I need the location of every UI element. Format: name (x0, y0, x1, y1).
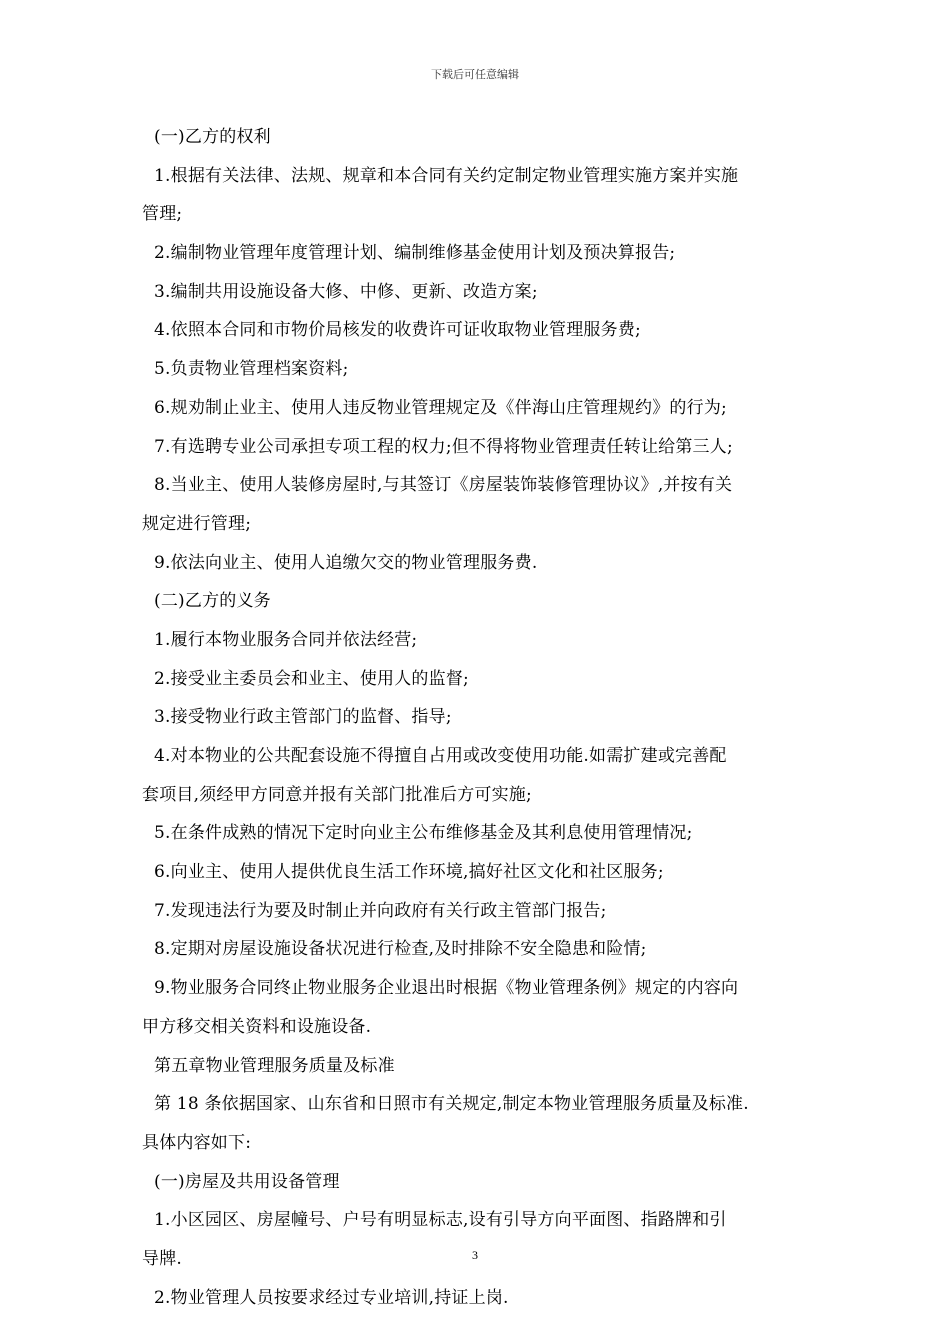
text-line: 7.有选聘专业公司承担专项工程的权力;但不得将物业管理责任转让给第三人; (154, 436, 733, 457)
text-line: 5.负责物业管理档案资料; (154, 359, 349, 380)
text-line: 规定进行管理; (142, 513, 252, 534)
text-line: 6.向业主、使用人提供优良生活工作环境,搞好社区文化和社区服务; (154, 862, 664, 883)
text-line: 8.定期对房屋设施设备状况进行检查,及时排除不安全隐患和险情; (154, 939, 647, 960)
text-line: 8.当业主、使用人装修房屋时,与其签订《房屋装饰装修管理协议》,并按有关 (154, 475, 733, 496)
text-line: (一)房屋及共用设备管理 (154, 1171, 340, 1192)
text-line: (一)乙方的权利 (154, 127, 271, 147)
text-line: 5.在条件成熟的情况下定时向业主公布维修基金及其利息使用管理情况; (154, 823, 693, 844)
text-line: 第五章物业管理服务质量及标准 (154, 1055, 395, 1076)
text-line: 3.接受物业行政主管部门的监督、指导; (154, 707, 452, 728)
text-line: 导牌. (142, 1248, 183, 1269)
text-line: 第 18 条依据国家、山东省和日照市有关规定,制定本物业管理服务质量及标准. (154, 1094, 749, 1115)
text-line: 管理; (142, 204, 183, 225)
document-body (142, 118, 812, 1317)
text-line: 4.依照本合同和市物价局核发的收费许可证收取物业管理服务费; (154, 320, 641, 341)
text-line: 1.根据有关法律、法规、规章和本合同有关约定制定物业管理实施方案并实施 (154, 165, 739, 186)
text-line: 2.编制物业管理年度管理计划、编制维修基金使用计划及预决算报告; (154, 243, 676, 264)
text-line: 套项目,须经甲方同意并报有关部门批准后方可实施; (142, 784, 532, 805)
text-line: 2.物业管理人员按要求经过专业培训,持证上岗. (154, 1287, 509, 1308)
page-number: 3 (472, 1248, 478, 1262)
text-line: 甲方移交相关资料和设施设备. (142, 1016, 372, 1037)
text-line: 2.接受业主委员会和业主、使用人的监督; (154, 668, 469, 689)
text-line: 具体内容如下: (142, 1132, 252, 1153)
page-header: 下载后可任意编辑 (431, 68, 519, 81)
text-line: 9.物业服务合同终止物业服务企业退出时根据《物业管理条例》规定的内容向 (154, 978, 739, 999)
text-line: 3.编制共用设施设备大修、中修、更新、改造方案; (154, 281, 538, 302)
text-line: 9.依法向业主、使用人追缴欠交的物业管理服务费. (154, 552, 538, 573)
text-line: 6.规劝制止业主、使用人违反物业管理规定及《伴海山庄管理规约》的行为; (154, 397, 727, 418)
text-line: 7.发现违法行为要及时制止并向政府有关行政主管部门报告; (154, 900, 607, 921)
text-line: 1.小区园区、房屋幢号、户号有明显标志,设有引导方向平面图、指路牌和引 (154, 1210, 727, 1231)
text-line: 1.履行本物业服务合同并依法经营; (154, 629, 418, 650)
text-line: 4.对本物业的公共配套设施不得擅自占用或改变使用功能.如需扩建或完善配 (154, 746, 727, 766)
text-line: (二)乙方的义务 (154, 591, 271, 612)
